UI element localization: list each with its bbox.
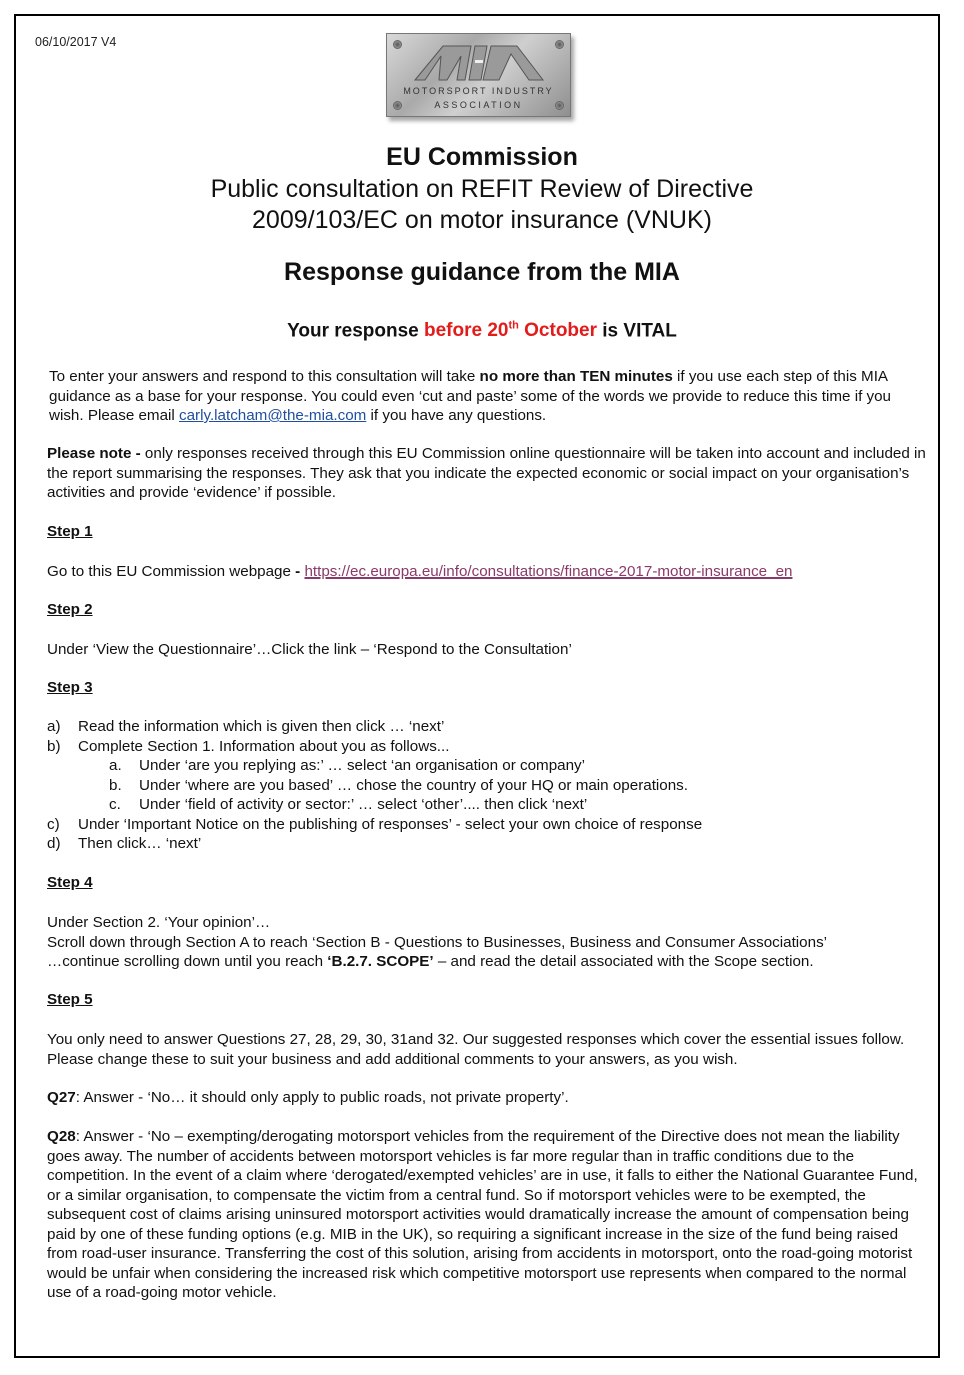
- note-paragraph: [47, 444, 927, 503]
- step-4-line3-a: …continue scrolling down until you reach: [47, 953, 328, 970]
- sub-list-item: [47, 756, 927, 776]
- vital-notice: [0, 320, 964, 342]
- step-5-heading: Step 5: [47, 991, 93, 1008]
- sub-list-item: [47, 776, 927, 796]
- list-marker: a.: [109, 757, 122, 774]
- deadline-month: October: [518, 320, 597, 342]
- answer-text: : Answer - ‘No… it should only apply to public roads, not private property’.: [75, 1089, 569, 1106]
- subtitle-line1: Public consultation on REFIT Review of Directive: [210, 175, 754, 203]
- step-4-line1: Under Section 2. ‘Your opinion’…: [47, 914, 271, 931]
- step-2-text: Under ‘View the Questionnaire’…Click the link – ‘Respond to the Consultation’: [47, 641, 572, 658]
- mia-logo-icon: [413, 42, 545, 82]
- step-1-dash: -: [295, 563, 301, 580]
- subtitle-line2: 2009/103/EC on motor insurance (VNUK): [252, 206, 712, 234]
- logo-text-line1: MOTORSPORT INDUSTRY: [403, 86, 554, 96]
- consultation-link[interactable]: https://ec.europa.eu/info/consultations/finance-2017-motor-insurance_en: [304, 563, 793, 580]
- vital-prefix: Your response: [287, 320, 424, 342]
- title-guidance: Response guidance from the MIA: [284, 258, 680, 286]
- intro-bold: no more than TEN minutes: [479, 368, 673, 385]
- list-item: [47, 834, 927, 854]
- list-marker: b): [47, 737, 61, 755]
- step-1-prefix: Go to this EU Commission webpage: [47, 563, 296, 580]
- intro-text-c: if you have any questions.: [366, 407, 547, 424]
- email-link[interactable]: carly.latcham@the-mia.com: [179, 407, 367, 424]
- list-marker: a): [47, 718, 61, 735]
- list-marker: c.: [109, 796, 121, 813]
- list-marker: c): [47, 815, 60, 833]
- deadline-text: before 20: [424, 320, 509, 342]
- step-3-heading: Step 3: [47, 679, 93, 696]
- deadline-sup: th: [508, 320, 519, 332]
- list-text: Then click… ‘next’: [78, 835, 202, 852]
- list-item: [47, 717, 927, 737]
- date-version: 06/10/2017 V4: [35, 35, 117, 49]
- sub-list-item: [47, 795, 927, 815]
- answer-text: : Answer - ‘No – exempting/derogating motorsport vehicles from the requirement of the Directive does not mean the liability goes away. The number of accidents between motorsport vehicles is far more regular than in traffic conditions due to the competition. In the event of a claim where ‘derogated/exempted vehicles’ are in use, it falls to either the National Guarantee Fund, or a similar organisation, to compensate the victim from a central fund. So if motorsport vehicles were to be exempted, the subsequent cost of claims arising uninsured motorsport activities would dramatically increase the amount of compensation being paid by one of these funding options (e.g. MIB in the UK), so requiring a significant increase in the size of the fund being raised from road-user insurance. Transferring the cost of this solution, arising from accidents in motorsport, onto the road-going motorist would be unfair when considering the increased risk which competitive motorsport use represents when compared to the normal use of a road-going motor vehicle.: [47, 1128, 918, 1301]
- title-subtitle: [0, 174, 964, 236]
- step-4-line2: Scroll down through Section A to reach ‘Section B - Questions to Businesses, Business and Consumer Associations’: [47, 933, 828, 951]
- step-1-heading: Step 1: [47, 523, 93, 540]
- list-item: [47, 815, 927, 835]
- answer-q28: [47, 1127, 927, 1303]
- vital-suffix: is VITAL: [597, 320, 677, 342]
- mia-logo: [386, 33, 571, 117]
- question-label: Q27: [47, 1089, 76, 1106]
- intro-text-a: To enter your answers and respond to this consultation will take: [49, 368, 480, 385]
- intro-paragraph: [49, 367, 929, 426]
- list-text: Under ‘Important Notice on the publishing of responses’ - select your own choice of response: [78, 815, 703, 833]
- question-label: Q28: [47, 1128, 76, 1145]
- note-label: Please note -: [47, 445, 145, 462]
- list-text: Complete Section 1. Information about you as follows...: [78, 737, 450, 755]
- step-5-text: You only need to answer Questions 27, 28, 29, 30, 31and 32. Our suggested responses which cover the essential issues follow. Please change these to suit your business and add additional comments to your answers, as you wish.: [47, 1031, 905, 1068]
- vital-deadline: [424, 320, 597, 341]
- list-item: [47, 737, 927, 757]
- step-4-line3-b: – and read the detail associated with the Scope section.: [433, 953, 814, 970]
- scope-label: ‘B.2.7. SCOPE’: [327, 953, 434, 970]
- list-text: Under ‘where are you based’ … chose the country of your HQ or main operations.: [139, 776, 688, 794]
- logo-text-line2: ASSOCIATION: [434, 100, 523, 110]
- step-4-text: [47, 913, 927, 972]
- list-marker: b.: [109, 776, 122, 794]
- list-text: Under ‘field of activity or sector:’ … select ‘other’.... then click ‘next’: [139, 796, 588, 813]
- note-text: only responses received through this EU Commission online questionnaire will be taken into account and included in the report summarising the responses. They ask that you indicate the expected economic or social impact on your organisation’s activities and provide ‘evidence’ if possible.: [47, 445, 926, 501]
- screw-icon: [393, 40, 402, 49]
- list-text: Under ‘are you replying as:’ … select ‘an organisation or company’: [139, 757, 586, 774]
- list-text: Read the information which is given then click … ‘next’: [78, 718, 445, 735]
- step-3-list: [47, 717, 927, 854]
- answer-q27: [47, 1088, 927, 1108]
- step-4-heading: Step 4: [47, 874, 93, 891]
- step-2-heading: Step 2: [47, 601, 93, 618]
- intro-text-b: if you use each step of this MIA guidance as a base for your response. You could even ‘cut and paste’ some of the words we provide to reduce this time if you wish. Please email: [49, 368, 891, 424]
- list-marker: d): [47, 835, 61, 852]
- title-org: EU Commission: [386, 143, 578, 171]
- screw-icon: [555, 40, 564, 49]
- step-1-text: [47, 562, 927, 582]
- step-4-line3: [47, 952, 927, 972]
